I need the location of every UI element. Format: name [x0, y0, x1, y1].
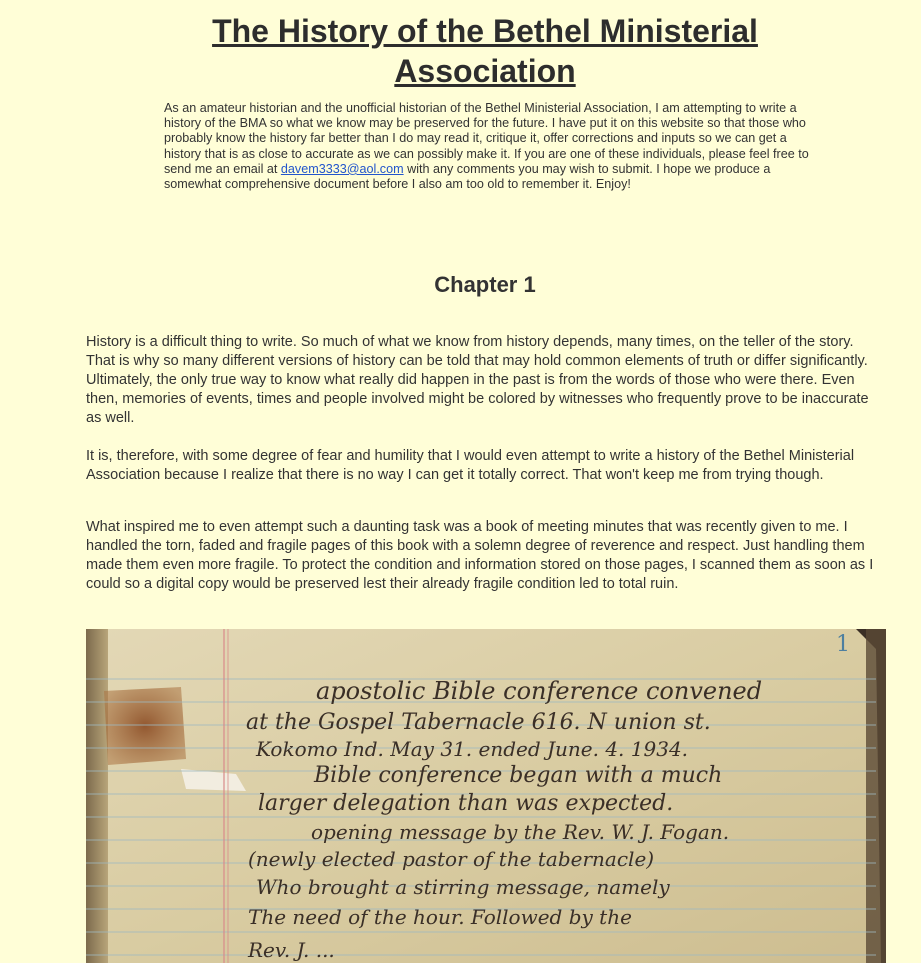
handwritten-line-8: Who brought a stirring message, namely [256, 875, 670, 899]
handwritten-line-6: opening message by the Rev. W. J. Fogan. [311, 820, 730, 844]
page-title: The History of the Bethel Ministerial Association [212, 13, 758, 89]
handwritten-line-7: (newly elected pastor of the tabernacle) [248, 847, 655, 871]
handwritten-line-10: Rev. J. ... [248, 938, 335, 962]
handwritten-line-9: The need of the hour. Followed by the [248, 905, 632, 929]
scan-page-number: 1 [836, 632, 850, 657]
intro-text-before: As an amateur historian and the unofficial historian of the Bethel Ministerial Association, I am attempting to write a history of the BMA so what we know may be preserved for the future. I have put it on this website so that those who probably know the history far better than I do may read it, critique it, offer corrections and inputs so we can get a history that is as close to accurate as we can possibly make it. If you are one of these individuals, please feel free to send me an email at [164, 101, 809, 176]
email-link[interactable]: davem3333@aol.com [280, 161, 404, 176]
handwritten-line-5: larger delegation than was expected. [258, 791, 674, 816]
handwritten-line-1: apostolic Bible conference convened [316, 677, 763, 705]
scanned-minutes-page-image [86, 629, 886, 963]
chapter-paragraph-2: It is, therefore, with some degree of fear and humility that I would even attempt to write a history of the Bethel Ministerial Association because I realize that there is no way I can get it totally correct. That won't keep me from trying though. [86, 448, 855, 483]
handwritten-line-2: at the Gospel Tabernacle 616. N union st. [246, 710, 711, 735]
handwritten-line-3: Kokomo Ind. May 31. ended June. 4. 1934. [256, 737, 689, 761]
intro-text-after: with any comments you may wish to submit. I hope we produce a somewhat comprehensive document before I also am too old to remember it. Enjoy! [164, 161, 771, 192]
chapter-paragraph-1: History is a difficult thing to write. So much of what we know from history depends, many times, on the teller of the story. That is why so many different versions of history can be told that may hold common elements of truth or differ significantly. Ultimately, the only true way to know what really did happen in the past is from the words of those who were there. Even then, memories of events, times and people involved might be colored by witnesses who frequently prove to be inaccurate as well. [86, 334, 869, 426]
scanned-page-graphic [86, 629, 886, 963]
chapter-title: Chapter 1 [434, 272, 536, 297]
handwritten-line-4: Bible conference began with a much [314, 763, 723, 788]
tape-stain [104, 687, 186, 765]
intro-paragraph [164, 101, 824, 192]
chapter-paragraph-3: What inspired me to even attempt such a daunting task was a book of meeting minutes that was recently given to me. I handled the torn, faded and fragile pages of this book with a solemn degree of reverence and respect. Just handling them made them even more fragile. To protect the condition and information stored on those pages, I scanned them as soon as I could so a digital copy would be preserved lest their already fragile condition led to total ruin. [86, 519, 874, 592]
